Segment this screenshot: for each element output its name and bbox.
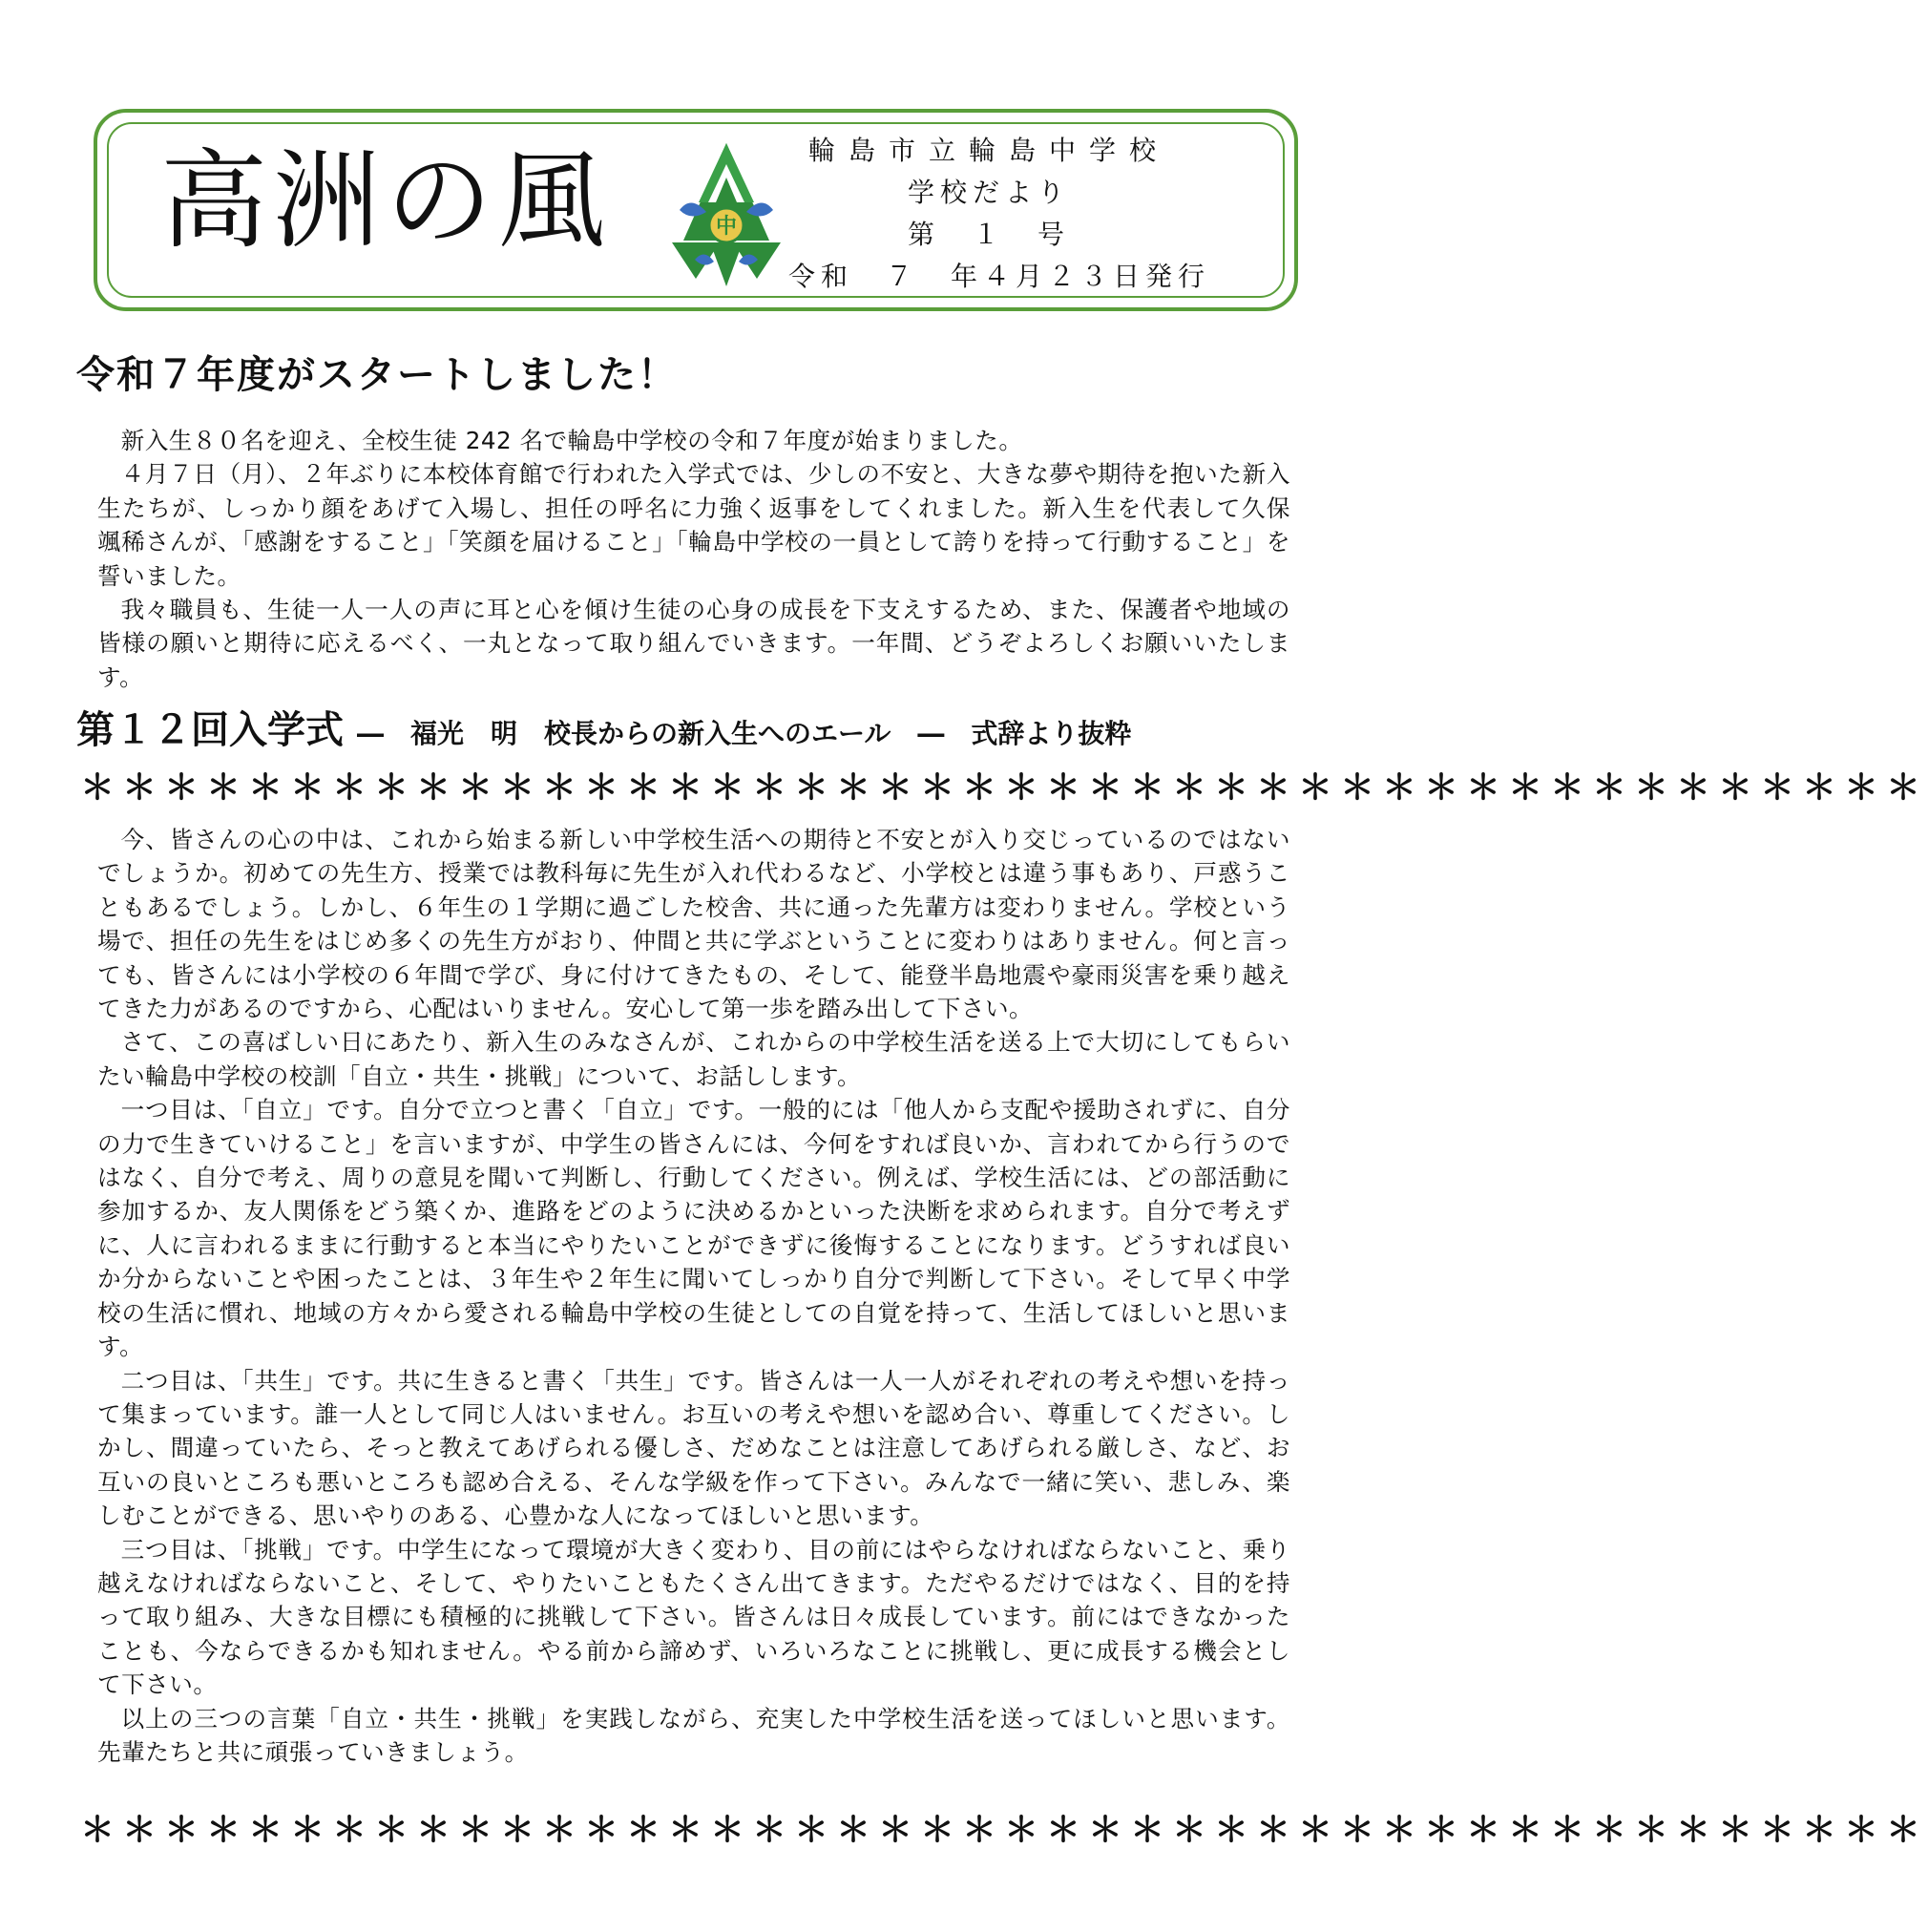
article1-paragraph: 新入生８０名を迎え、全校生徒 242 名で輪島中学校の令和７年度が始まりました。 xyxy=(120,427,1023,454)
article2-paragraph: 今、皆さんの心の中は、これから始まる新しい中学校生活への期待と不安とが入り交じっているのではないでしょうか。初めての先生方、授業では教科毎に先生が入れ代わるなど、小学校とは違う事もあり、戸惑うこともあるでしょう。しかし、６年生の１学期に過ごした校舎、共に通った先輩方は変わりません。学校という場で、担任の先生をはじめ多くの先生方がおり、仲間と共に学ぶということに変わりはありません。何と言っても、皆さんには小学校の６年間で学び、身に付けてきたもの、そして、能登半島地震や豪雨災害を乗り越えてきた力があるのですから、心配はいりません。安心して第一歩を踏み出して下さい。 xyxy=(97,826,1290,1023)
section-divider-top: ＊＊＊＊＊＊＊＊＊＊＊＊＊＊＊＊＊＊＊＊＊＊＊＊＊＊＊＊＊＊＊＊＊＊＊＊＊＊＊＊＊＊＊＊ xyxy=(80,768,1928,808)
school-info xyxy=(788,130,1211,298)
article2-paragraph: 二つ目は、「共生」です。共に生きると書く「共生」です。皆さんは一人一人がそれぞれの考えや想いを持って集まっています。誰一人として同じ人はいません。お互いの考えや想いを認め合い、尊重してください。しかし、間違っていたら、そっと教えてあげられる優しさ、だめなことは注意してあげられる厳しさ、など、お互いの良いところも悪いところも認め合える、そんな学級を作って下さい。みんなで一緒に笑い、悲しみ、楽しむことができる、思いやりのある、心豊かな人になってほしいと思います。 xyxy=(97,1366,1290,1530)
article2-paragraph: 一つ目は、「自立」です。自分で立つと書く「自立」です。一般的には「他人から支配や援助されずに、自分の力で生きていけること」を言いますが、中学生の皆さんには、今何をすれば良いか、言われてから行うのではなく、自分で考え、周りの意見を聞いて判断し、行動してください。例えば、学校生活には、どの部活動に参加するか、友人関係をどう築くか、進路をどのように決めるかといった決断を求められます。自分で考えずに、人に言われるままに行動すると本当にやりたいことができずに後悔することになります。どうすれば良いか分からないことや困ったことは、３年生や２年生に聞いてしっかり自分で判断して下さい。そして早く中学校の生活に慣れ、地域の方々から愛される輪島中学校の生徒としての自覚を持って、生活してほしいと思います。 xyxy=(97,1096,1290,1361)
newsletter-title: 高洲の風 xyxy=(160,139,611,263)
masthead-frame xyxy=(94,109,1298,311)
article2-title-main: 第１２回入学式 xyxy=(76,708,344,752)
section-divider-bottom: ＊＊＊＊＊＊＊＊＊＊＊＊＊＊＊＊＊＊＊＊＊＊＊＊＊＊＊＊＊＊＊＊＊＊＊＊＊＊＊＊＊＊＊＊ xyxy=(80,1811,1928,1850)
newsletter-type: 学校だより xyxy=(907,177,1070,208)
school-name: 輪島市立輪島中学校 xyxy=(807,135,1169,166)
article2-body xyxy=(97,823,1290,1769)
article1-body xyxy=(97,424,1315,694)
issue-date: 令和 ７ 年４月２３日発行 xyxy=(788,261,1211,292)
article2-paragraph: さて、この喜ばしい日にあたり、新入生のみなさんが、これからの中学校生活を送る上で大切にしてもらいたい輪島中学校の校訓「自立・共生・挑戦」について、お話しします。 xyxy=(97,1028,1290,1090)
article2-paragraph: 以上の三つの言葉「自立・共生・挑戦」を実践しながら、充実した中学校生活を送ってほしいと思います。先輩たちと共に頑張っていきましょう。 xyxy=(97,1704,1290,1766)
svg-text:中: 中 xyxy=(715,215,738,239)
school-crest-icon xyxy=(662,136,790,290)
article2-title-sub: ― 福光 明 校長からの新入生へのエール ― 式辞より抜粋 xyxy=(356,718,1132,749)
article1-paragraph: ４月７日（月）、２年ぶりに本校体育館で行われた入学式では、少しの不安と、大きな夢や期待を抱いた新入生たちが、しっかり顔をあげて入場し、担任の呼名に力強く返事をしてくれました。新入生を代表して久保 颯稀さんが、「感謝をすること」「笑顔を届けること」「輪島中学校の一員として誇りを持って行動すること」を誓いました。 xyxy=(97,460,1315,590)
article1-headline: 令和７年度がスタートしました！ xyxy=(76,353,678,397)
article2-title xyxy=(76,704,1131,760)
article1-paragraph: 我々職員も、生徒一人一人の声に耳と心を傾け生徒の心身の成長を下支えするため、また、保護者や地域の皆様の願いと期待に応えるべく、一丸となって取り組んでいきます。一年間、どうぞよろしくお願いいたします。 xyxy=(97,596,1290,691)
article2-paragraph: 三つ目は、「挑戦」です。中学生になって環境が大きく変わり、目の前にはやらなければならないこと、乗り越えなければならないこと、そして、やりたいこともたくさん出てきます。ただやるだけではなく、目的を持って取り組み、大きな目標にも積極的に挑戦して下さい。皆さんは日々成長しています。前にはできなかったことも、今ならできるかも知れません。やる前から諦めず、いろいろなことに挑戦し、更に成長する機会として下さい。 xyxy=(97,1535,1290,1699)
issue-number: 第 １ 号 xyxy=(907,219,1070,250)
